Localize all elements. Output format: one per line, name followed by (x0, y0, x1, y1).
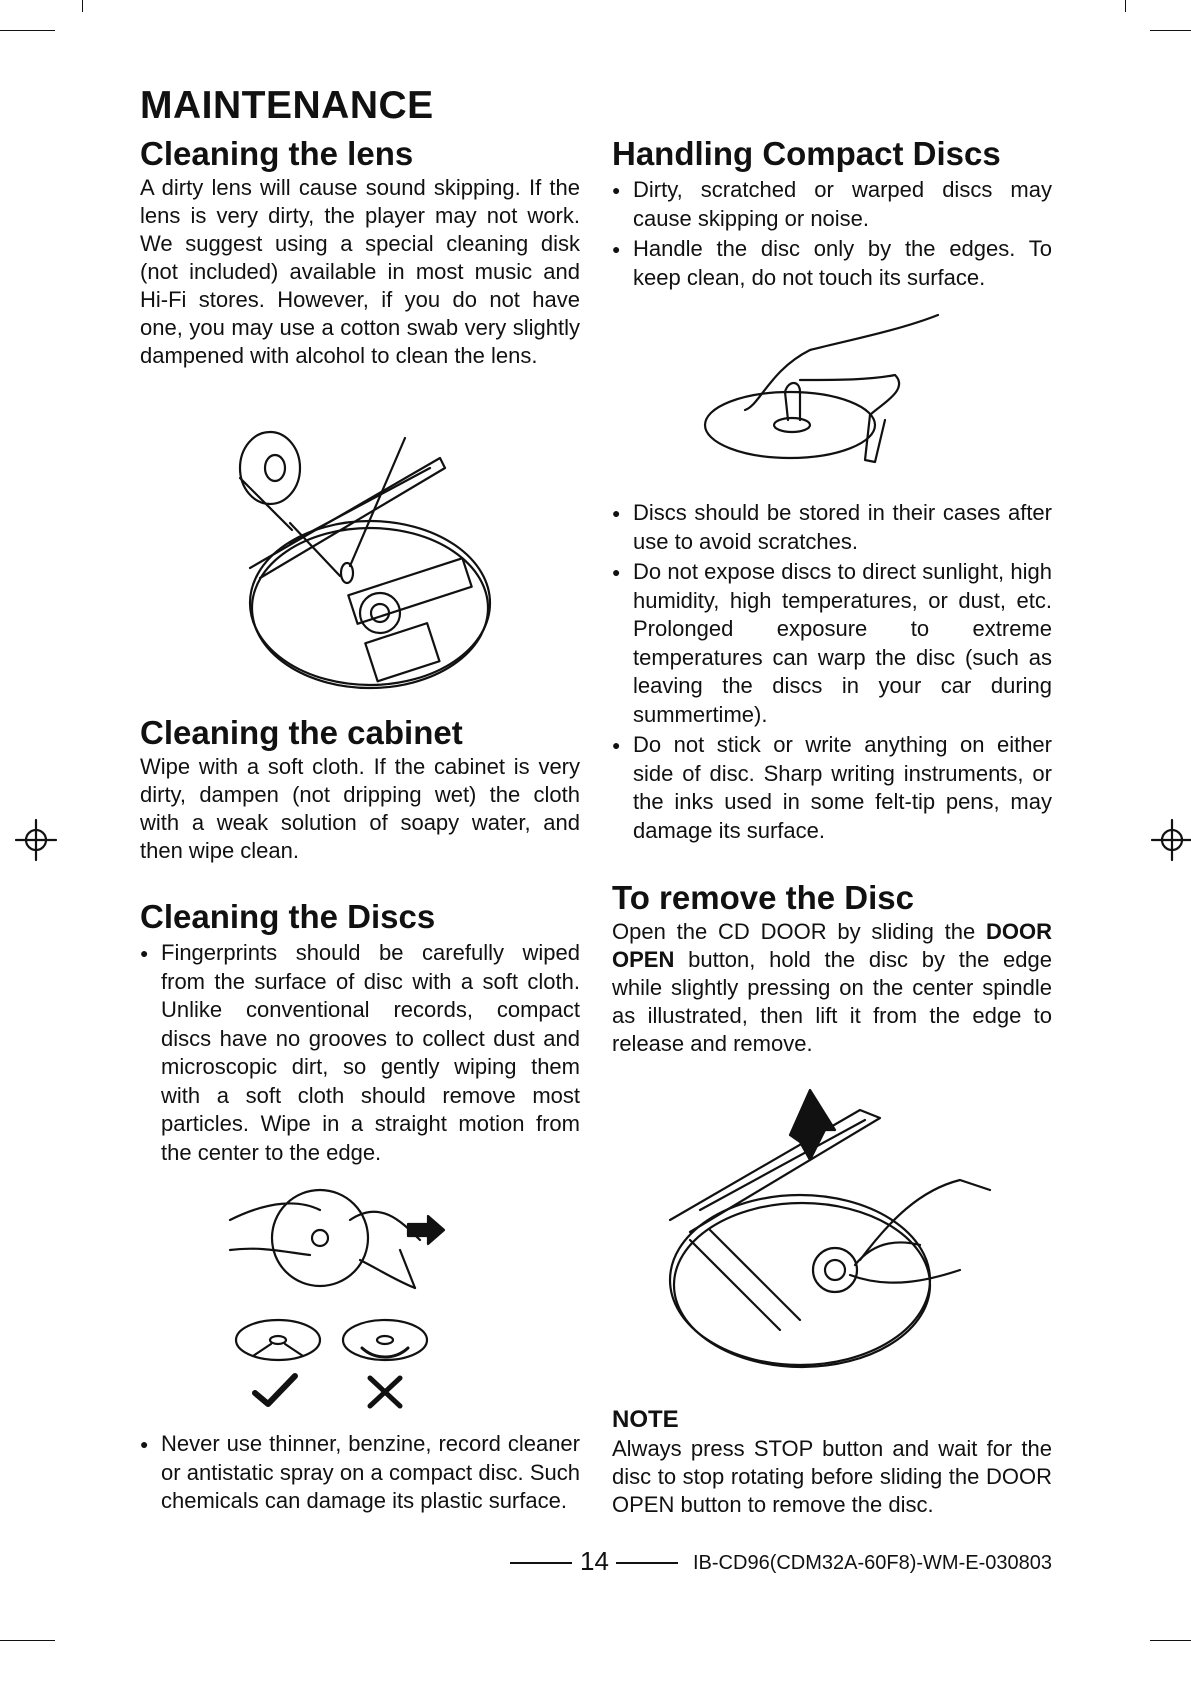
section-handling-discs-more (612, 499, 1052, 847)
list-handling-top (612, 176, 1052, 292)
heading-cleaning-cabinet: Cleaning the cabinet (140, 714, 463, 751)
note-text: Always press STOP button and wait for the disc to stop rotating before sliding the DOOR OPEN button to remove the disc. (612, 1436, 1052, 1517)
footer-rule-right (616, 1562, 678, 1564)
section-cleaning-lens (140, 134, 580, 370)
list-item: ● Never use thinner, benzine, record cleaner or antistatic spray on a compact disc. Such chemicals can damage its plastic surface. (140, 1430, 580, 1516)
list-item: ● Discs should be stored in their cases after use to avoid scratches. (612, 499, 1052, 556)
page-title: MAINTENANCE (140, 84, 434, 127)
text-cleaning-cabinet: Wipe with a soft cloth. If the cabinet is very dirty, dampen (not dripping wet) the cloth with a weak solution of soapy water, and then wipe clean. (140, 754, 580, 863)
list-item: ● Do not expose discs to direct sunlight, high humidity, high temperatures, or dust, etc. Prolonged exposure to extreme temperatures can warp the disc (such as leaving the discs in your car during summertime). (612, 558, 1052, 729)
crop-mark (1150, 30, 1191, 31)
crop-mark (1125, 0, 1126, 12)
document-code: IB-CD96(CDM32A-60F8)-WM-E-030803 (693, 1552, 1052, 1574)
list-item: ● Handle the disc only by the edges. To keep clean, do not touch its surface. (612, 235, 1052, 292)
note-heading: NOTE (612, 1406, 679, 1433)
section-remove-disc (612, 878, 1052, 1058)
registration-mark-left (14, 818, 58, 862)
wipe-direction-correct-icon (233, 1318, 323, 1408)
wipe-direction-incorrect-icon (340, 1318, 430, 1408)
cd-player-lens-cleaning-illustration (230, 428, 500, 698)
text-remove-disc-part2: button, hold the disc by the edge while slightly pressing on the center spindle as illustrated, then lift it from the edge to release and remove. (612, 947, 1052, 1056)
heading-cleaning-lens: Cleaning the lens (140, 135, 414, 172)
section-note (612, 1405, 1052, 1519)
section-cleaning-discs-warning (140, 1430, 580, 1518)
remove-disc-illustration (660, 1090, 990, 1370)
crop-mark (0, 1640, 55, 1641)
list-cleaning-discs-2 (140, 1430, 580, 1516)
section-cleaning-cabinet (140, 713, 580, 865)
door-open-label: DOOR OPEN (612, 919, 1052, 972)
hand-holding-disc-illustration (700, 310, 950, 470)
crop-mark (1150, 1640, 1191, 1641)
text-remove-disc-part1: Open the CD DOOR by sliding the (612, 919, 986, 944)
heading-remove-disc: To remove the Disc (612, 879, 914, 916)
crop-mark (0, 30, 55, 31)
text-remove-disc (612, 918, 1052, 1058)
text-cleaning-lens: A dirty lens will cause sound skipping. If the lens is very dirty, the player may not work. We suggest using a special cleaning disk (not included) available in most music and Hi-Fi stores. However, if you do not have one, you may use a cotton swab very slightly dampened with alcohol to clean the lens. (140, 175, 580, 368)
disc-wiping-illustration (230, 1180, 450, 1290)
heading-cleaning-discs: Cleaning the Discs (140, 898, 436, 935)
registration-mark-right (1150, 818, 1191, 862)
section-cleaning-discs (140, 897, 580, 1169)
list-item: ● Do not stick or write anything on either side of disc. Sharp writing instruments, or the inks used in some felt-tip pens, may damage its surface. (612, 731, 1052, 845)
crop-mark (82, 0, 83, 12)
page-number: 14 (580, 1546, 609, 1576)
list-cleaning-discs-1 (140, 939, 580, 1167)
heading-handling-discs: Handling Compact Discs (612, 135, 1001, 172)
list-item: ● Dirty, scratched or warped discs may cause skipping or noise. (612, 176, 1052, 233)
list-handling-bottom (612, 499, 1052, 845)
section-handling-discs (612, 134, 1052, 294)
list-item: ● Fingerprints should be carefully wiped from the surface of disc with a soft cloth. Unlike conventional records, compact discs have no grooves to collect dust and microscopic dirt, so gently wiping them with a soft cloth should remove most particles. Wipe in a straight motion from the center to the edge. (140, 939, 580, 1167)
footer-rule-left (510, 1562, 572, 1564)
